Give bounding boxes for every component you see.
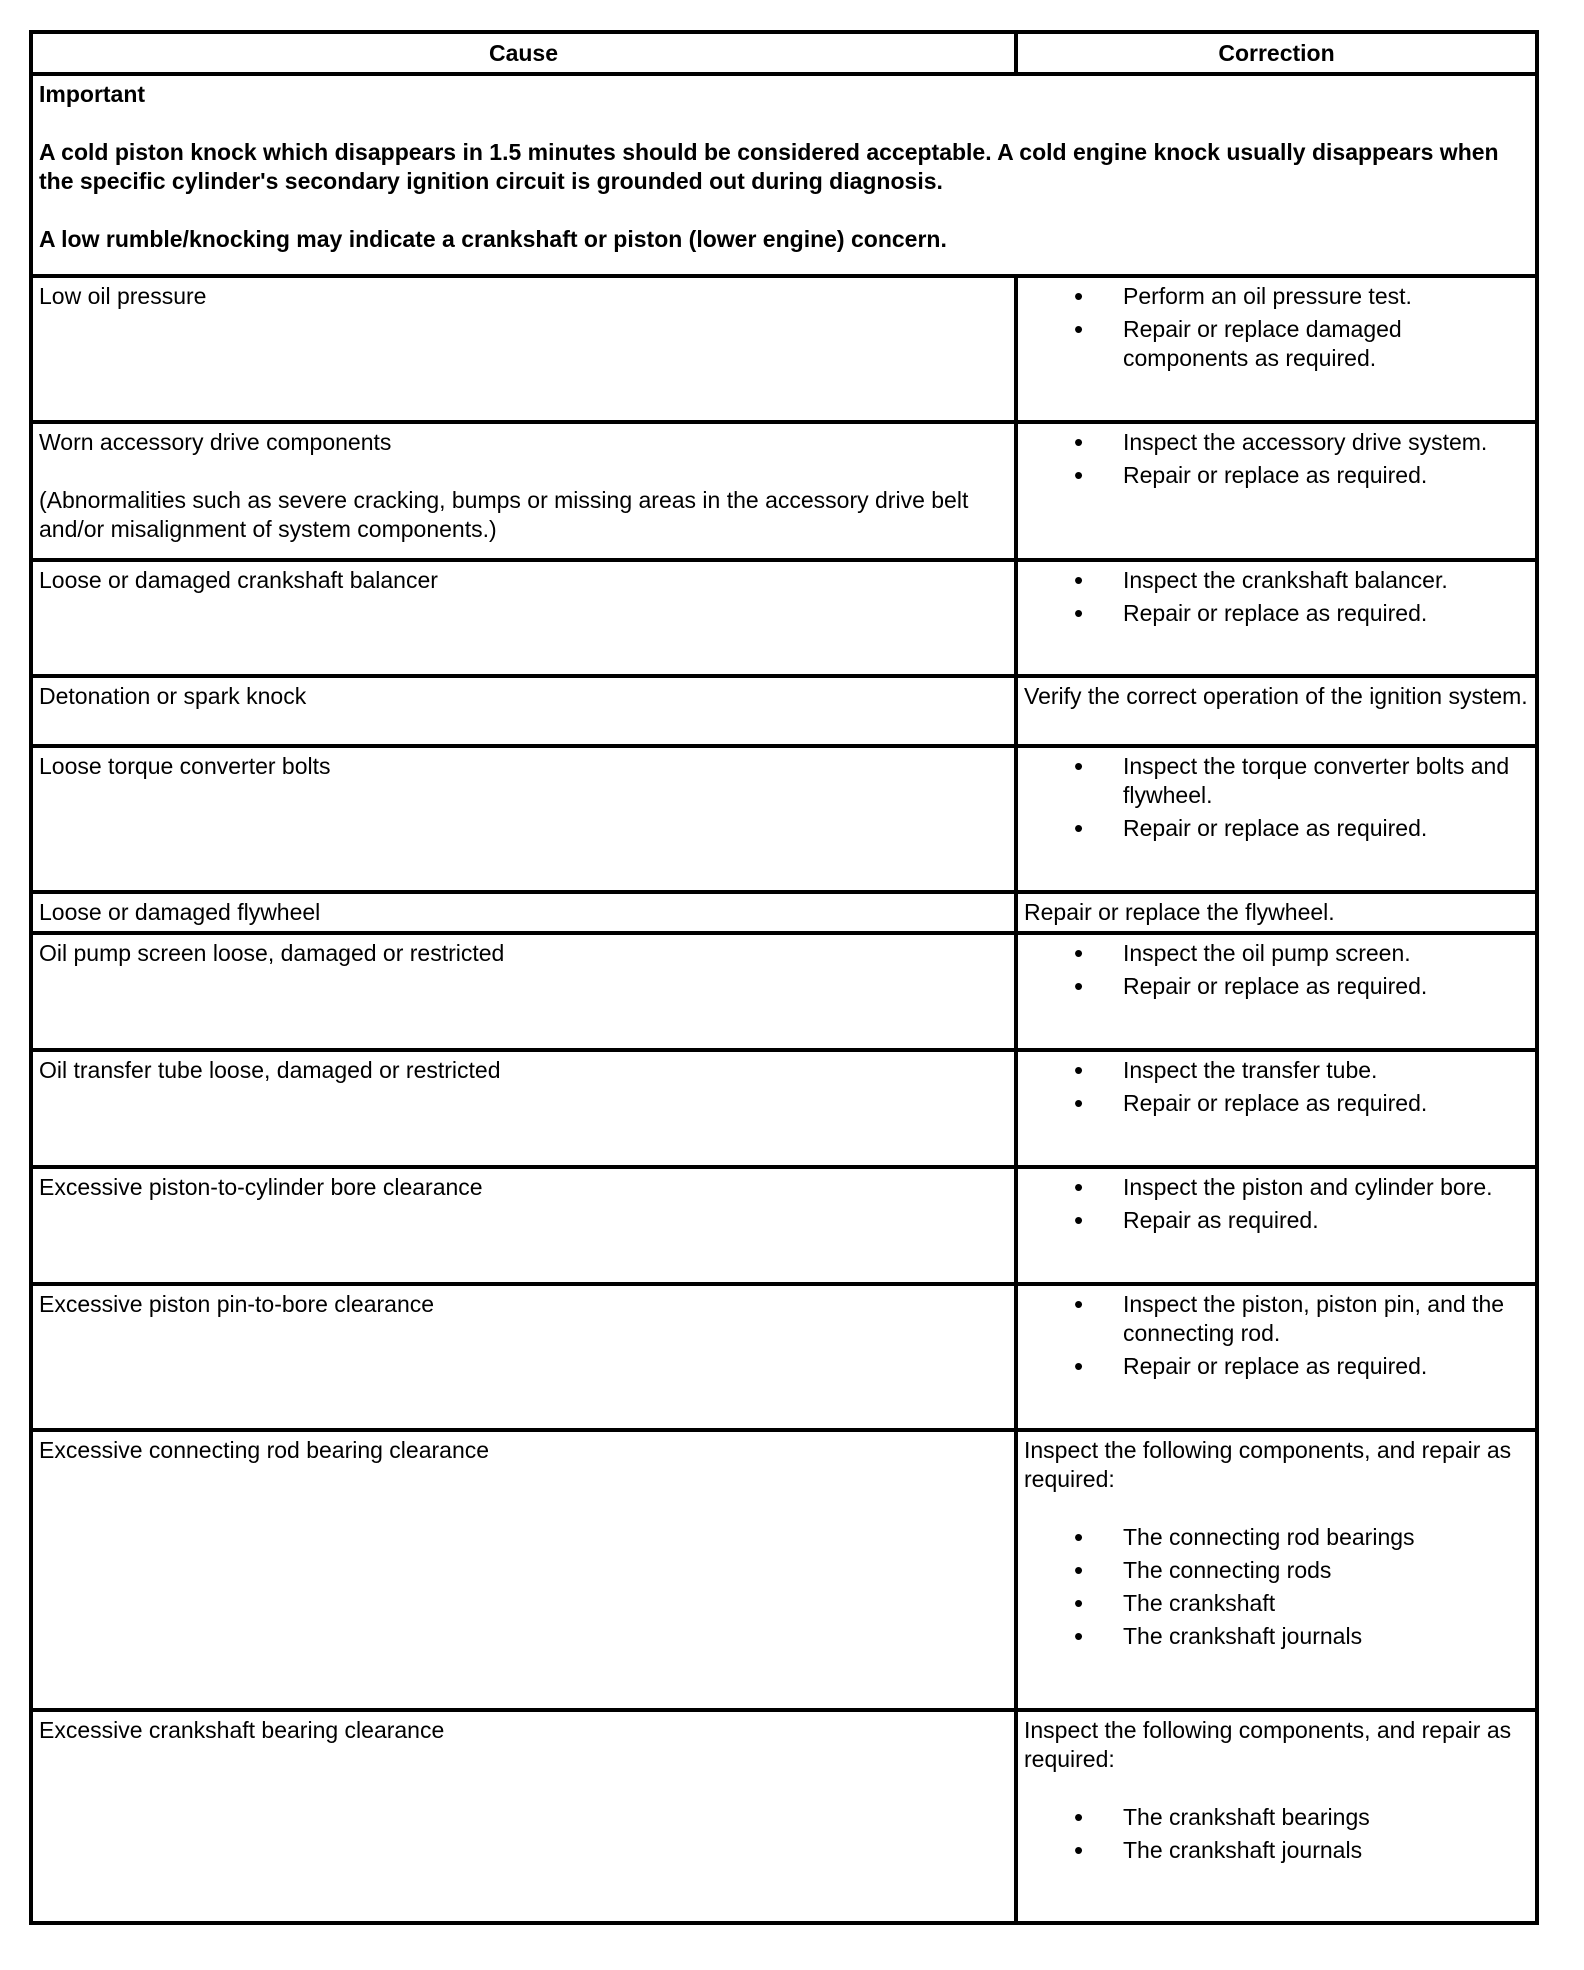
table-row bbox=[31, 933, 1537, 1050]
table-row bbox=[31, 746, 1537, 892]
cause-cell bbox=[31, 422, 1016, 560]
list-item: • Inspect the transfer tube. bbox=[1024, 1056, 1529, 1085]
correction-list bbox=[1024, 428, 1529, 490]
note-title: Important bbox=[39, 81, 146, 107]
list-item: • The crankshaft bearings bbox=[1024, 1803, 1529, 1832]
important-note bbox=[31, 74, 1537, 276]
table-row bbox=[31, 1167, 1537, 1284]
cause-text: Worn accessory drive components bbox=[39, 429, 392, 455]
correction-list bbox=[1024, 939, 1529, 1001]
correction-cell bbox=[1016, 676, 1537, 746]
correction-list bbox=[1024, 282, 1529, 373]
list-item: • Repair or replace as required. bbox=[1024, 461, 1529, 490]
cause-text: Loose torque converter bolts bbox=[39, 753, 331, 779]
cause-text: Oil pump screen loose, damaged or restricted bbox=[39, 940, 505, 966]
list-item: • Repair or replace as required. bbox=[1024, 972, 1529, 1001]
cause-cell bbox=[31, 892, 1016, 933]
correction-list bbox=[1024, 1173, 1529, 1235]
table-row bbox=[31, 892, 1537, 933]
table-row bbox=[31, 276, 1537, 422]
correction-cell bbox=[1016, 276, 1537, 422]
cause-detail: (Abnormalities such as severe cracking, bumps or missing areas in the accessory drive belt and/or misalignment of system components.) bbox=[39, 487, 969, 542]
cause-text: Loose or damaged flywheel bbox=[39, 899, 321, 925]
cause-text: Detonation or spark knock bbox=[39, 683, 307, 709]
cause-cell bbox=[31, 1167, 1016, 1284]
correction-text: Verify the correct operation of the ignition system. bbox=[1024, 683, 1528, 709]
table-row bbox=[31, 560, 1537, 676]
cause-text: Low oil pressure bbox=[39, 283, 207, 309]
note-paragraph: A low rumble/knocking may indicate a crankshaft or piston (lower engine) concern. bbox=[39, 226, 947, 252]
diagnostic-table bbox=[29, 30, 1539, 1925]
cause-cell bbox=[31, 1710, 1016, 1923]
correction-list bbox=[1024, 752, 1529, 843]
cause-cell bbox=[31, 933, 1016, 1050]
table-row bbox=[31, 422, 1537, 560]
correction-cell bbox=[1016, 560, 1537, 676]
cause-text: Excessive connecting rod bearing clearance bbox=[39, 1437, 490, 1463]
correction-cell bbox=[1016, 1050, 1537, 1167]
cause-text: Loose or damaged crankshaft balancer bbox=[39, 567, 438, 593]
correction-cell bbox=[1016, 746, 1537, 892]
list-item: • Repair or replace as required. bbox=[1024, 1089, 1529, 1118]
note-paragraph: A cold piston knock which disappears in 1.5 minutes should be considered acceptable. A cold engine knock usually disappears when the specific cylinder's secondary ignition circuit is grounded out during diagnosis. bbox=[39, 139, 1499, 194]
list-item: • The connecting rods bbox=[1024, 1556, 1529, 1585]
list-item: • Inspect the oil pump screen. bbox=[1024, 939, 1529, 968]
list-item: • Repair or replace as required. bbox=[1024, 599, 1529, 628]
cause-text: Excessive piston pin-to-bore clearance bbox=[39, 1291, 435, 1317]
correction-cell bbox=[1016, 1167, 1537, 1284]
cause-cell bbox=[31, 746, 1016, 892]
table-row bbox=[31, 676, 1537, 746]
correction-intro: Inspect the following components, and repair as required: bbox=[1024, 1717, 1512, 1772]
correction-cell bbox=[1016, 933, 1537, 1050]
table-row bbox=[31, 1050, 1537, 1167]
cause-cell bbox=[31, 1430, 1016, 1710]
table-row bbox=[31, 1284, 1537, 1430]
correction-text: Repair or replace the flywheel. bbox=[1024, 899, 1335, 925]
correction-cell bbox=[1016, 892, 1537, 933]
correction-list bbox=[1024, 1803, 1529, 1865]
cause-text: Excessive piston-to-cylinder bore clearance bbox=[39, 1174, 483, 1200]
list-item: • Inspect the piston and cylinder bore. bbox=[1024, 1173, 1529, 1202]
list-item: • The crankshaft journals bbox=[1024, 1836, 1529, 1865]
list-item: • Inspect the piston, piston pin, and the connecting rod. bbox=[1024, 1290, 1529, 1348]
cause-cell bbox=[31, 1284, 1016, 1430]
correction-cell bbox=[1016, 1430, 1537, 1710]
correction-list bbox=[1024, 1523, 1529, 1651]
list-item: • Inspect the accessory drive system. bbox=[1024, 428, 1529, 457]
correction-column-header: Correction bbox=[1016, 32, 1537, 74]
list-item: • Repair as required. bbox=[1024, 1206, 1529, 1235]
list-item: • The crankshaft journals bbox=[1024, 1622, 1529, 1651]
cause-cell bbox=[31, 276, 1016, 422]
correction-list bbox=[1024, 1290, 1529, 1381]
list-item: • Repair or replace as required. bbox=[1024, 814, 1529, 843]
cause-text: Oil transfer tube loose, damaged or restricted bbox=[39, 1057, 501, 1083]
cause-cell bbox=[31, 560, 1016, 676]
cause-column-header: Cause bbox=[31, 32, 1016, 74]
list-item: • Inspect the torque converter bolts and flywheel. bbox=[1024, 752, 1529, 810]
list-item: • Repair or replace damaged components as required. bbox=[1024, 315, 1529, 373]
correction-cell bbox=[1016, 422, 1537, 560]
list-item: • Inspect the crankshaft balancer. bbox=[1024, 566, 1529, 595]
cause-cell bbox=[31, 1050, 1016, 1167]
table-row bbox=[31, 1430, 1537, 1710]
list-item: • The crankshaft bbox=[1024, 1589, 1529, 1618]
list-item: • Repair or replace as required. bbox=[1024, 1352, 1529, 1381]
correction-cell bbox=[1016, 1710, 1537, 1923]
table-row bbox=[31, 1710, 1537, 1923]
correction-intro: Inspect the following components, and repair as required: bbox=[1024, 1437, 1512, 1492]
cause-text: Excessive crankshaft bearing clearance bbox=[39, 1717, 445, 1743]
list-item: • The connecting rod bearings bbox=[1024, 1523, 1529, 1552]
correction-list bbox=[1024, 1056, 1529, 1118]
correction-list bbox=[1024, 566, 1529, 628]
list-item: • Perform an oil pressure test. bbox=[1024, 282, 1529, 311]
correction-cell bbox=[1016, 1284, 1537, 1430]
cause-cell bbox=[31, 676, 1016, 746]
